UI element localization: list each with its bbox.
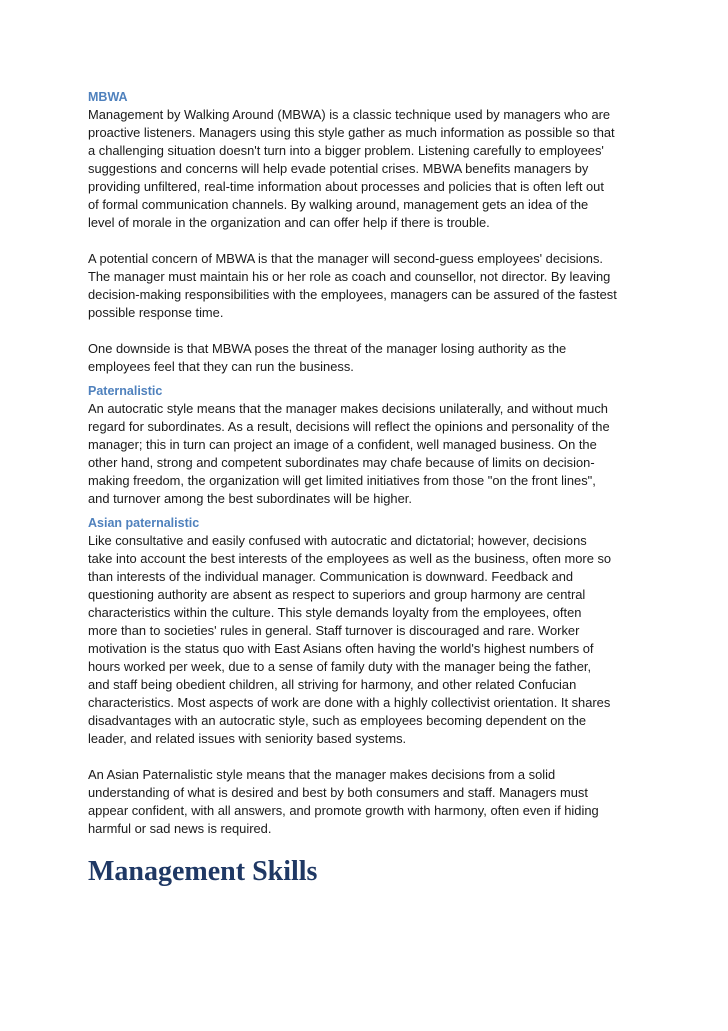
text-line: suggestions and concerns will help evade potential crises. MBWA benefits managers by <box>88 161 589 176</box>
text-line: A potential concern of MBWA is that the manager will second-guess employees' decisions. <box>88 251 604 266</box>
text-line: An Asian Paternalistic style means that the manager makes decisions from a solid <box>88 767 556 782</box>
text-line: and turnover among the best subordinates will be higher. <box>88 491 412 506</box>
text-line: more than to societies' rules in general. Staff turnover is discouraged and rare. Worker <box>88 623 580 638</box>
text-line: appear confident, with all answers, and promote growth with harmony, often even if hiding <box>88 803 599 818</box>
text-line: disadvantages with an autocratic style, such as employees becoming dependent on the <box>88 713 587 728</box>
section-title-management-skills: Management Skills <box>88 856 318 887</box>
text-line: characteristics. Most aspects of work are done with a highly collectivist orientation. It shares <box>88 695 611 710</box>
paragraph-mbwa-3 <box>88 340 643 376</box>
text-line: Management by Walking Around (MBWA) is a classic technique used by managers who are <box>88 107 611 122</box>
text-line: than interests of the individual manager. Communication is downward. Feedback and <box>88 569 574 584</box>
text-line: questioning authority are absent as respect to superiors and group harmony are central <box>88 587 586 602</box>
heading-mbwa: MBWA <box>88 90 128 104</box>
heading-asian-paternalistic: Asian paternalistic <box>88 516 200 530</box>
text-line: providing unfiltered, real-time information about processes and policies that is often left out <box>88 179 604 194</box>
text-line: and staff being obedient children, all striving for harmony, and other related Confucian <box>88 677 577 692</box>
text-line: leader, and related issues with seniority based systems. <box>88 731 407 746</box>
paragraph-asian-2 <box>88 766 643 838</box>
paragraph-asian-1 <box>88 532 643 748</box>
document-page <box>88 88 643 888</box>
text-line: hours worked per week, due to a sense of family duty with the manager being the father, <box>88 659 592 674</box>
text-line: employees feel that they can run the business. <box>88 359 354 374</box>
text-line: making freedom, the organization will get limited initiatives from those "on the front lines", <box>88 473 596 488</box>
text-line: manager; this in turn can project an image of a confident, well managed business. On the <box>88 437 597 452</box>
text-line: One downside is that MBWA poses the threat of the manager losing authority as the <box>88 341 567 356</box>
paragraph-mbwa-1 <box>88 106 643 232</box>
text-line: Like consultative and easily confused with autocratic and dictatorial; however, decisions <box>88 533 587 548</box>
text-line: characteristics within the culture. This style demands loyalty from the employees, often <box>88 605 582 620</box>
heading-paternalistic: Paternalistic <box>88 384 163 398</box>
text-line: level of morale in the organization and can offer help if there is trouble. <box>88 215 490 230</box>
text-line: The manager must maintain his or her role as coach and counsellor, not director. By leaving <box>88 269 611 284</box>
text-line: understanding of what is desired and best by both consumers and staff. Managers must <box>88 785 588 800</box>
paragraph-mbwa-2 <box>88 250 643 322</box>
text-line: regard for subordinates. As a result, decisions will reflect the opinions and personality of the <box>88 419 610 434</box>
text-line: decision-making responsibilities with the employees, managers can be assured of the fastest <box>88 287 617 302</box>
paragraph-paternalistic <box>88 400 643 508</box>
text-line: possible response time. <box>88 305 224 320</box>
text-line: take into account the best interests of the employees as well as the business, often more so <box>88 551 612 566</box>
text-line: motivation is the status quo with East Asians often having the world's highest numbers of <box>88 641 594 656</box>
text-line: other hand, strong and competent subordinates may chafe because of limits on decision- <box>88 455 595 470</box>
text-line: harmful or sad news is required. <box>88 821 272 836</box>
text-line: a challenging situation doesn't turn into a bigger problem. Listening carefully to employees' <box>88 143 604 158</box>
text-line: proactive listeners. Managers using this style gather as much information as possible so that <box>88 125 615 140</box>
text-line: An autocratic style means that the manager makes decisions unilaterally, and without much <box>88 401 608 416</box>
text-line: of formal communication channels. By walking around, management gets an idea of the <box>88 197 589 212</box>
